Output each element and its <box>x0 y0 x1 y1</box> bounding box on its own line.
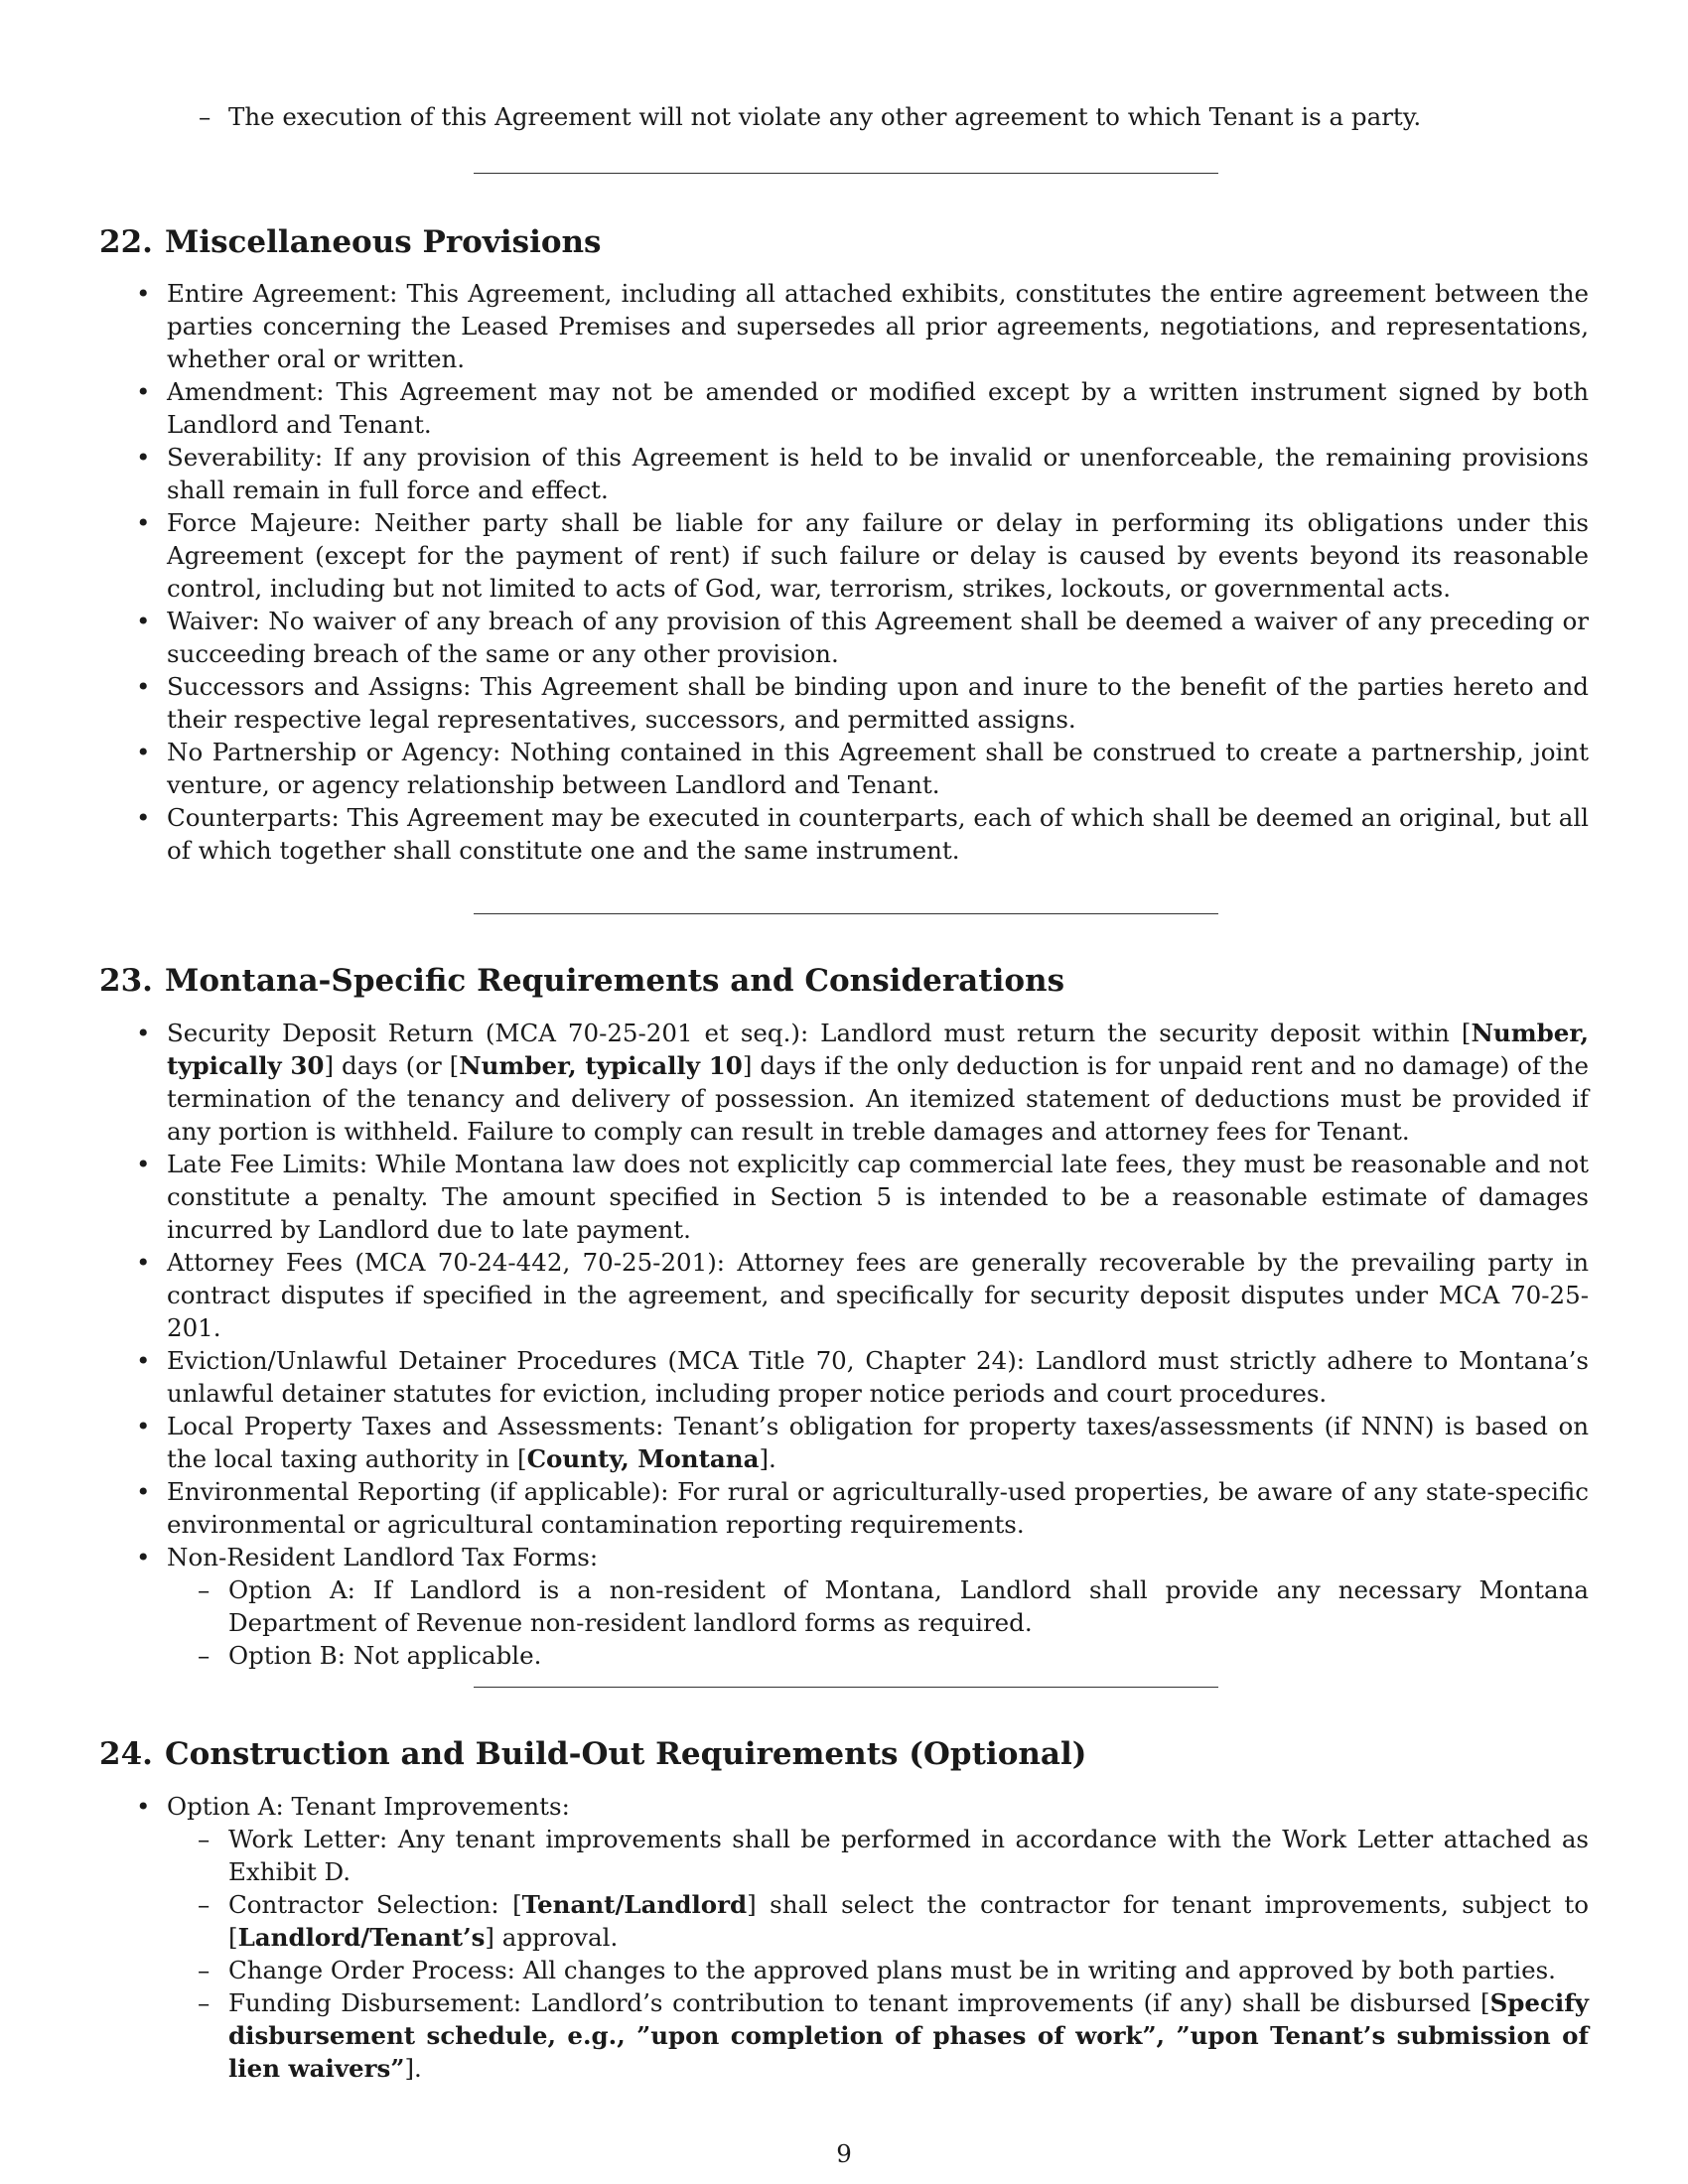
section-22-number: 22. <box>99 224 153 260</box>
bullet-marker: • <box>136 803 151 832</box>
section-23-heading <box>99 961 1064 1001</box>
list-item <box>99 375 1589 441</box>
bullet-marker: • <box>136 443 151 472</box>
deposit-text-c: ] days (or [ <box>324 1051 460 1080</box>
bullet-marker: • <box>136 1792 151 1821</box>
section-23-title: Montana-Specific Requirements and Considerations <box>165 963 1065 999</box>
list-item <box>99 1246 1589 1344</box>
section-24-list <box>99 1790 1589 2085</box>
list-item <box>99 605 1589 670</box>
page-number: 9 <box>836 2139 852 2168</box>
sub-list-item-text: Option B: Not applicable. <box>228 1641 542 1670</box>
bullet-marker: • <box>136 377 151 406</box>
list-item <box>99 1344 1589 1410</box>
bullet-marker: • <box>136 738 151 766</box>
bullet-marker: • <box>136 607 151 635</box>
dash-marker: – <box>198 1641 211 1670</box>
bullet-marker: • <box>136 1248 151 1277</box>
dash-marker: – <box>198 1825 211 1853</box>
section-23-number: 23. <box>99 963 153 999</box>
bullet-marker: • <box>136 1150 151 1178</box>
sub-list-item <box>167 1986 1589 2085</box>
list-item-text: Eviction/Unlawful Detainer Procedures (MCA Title 70, Chapter 24): Landlord must strictly adhere to Montana’s unlawful detainer statutes for eviction, including proper notice periods and court procedures. <box>167 1346 1589 1408</box>
intro-sub-item-text: The execution of this Agreement will not violate any other agreement to which Tenant is a party. <box>228 102 1422 131</box>
dash-marker: – <box>198 1890 211 1919</box>
section-24-heading <box>99 1734 1086 1774</box>
sub-list-item-text: Option A: If Landlord is a non-resident of Montana, Landlord shall provide any necessary Montana Department of Revenue non-resident landlord forms as required. <box>228 1575 1589 1637</box>
bullet-marker: • <box>136 1346 151 1375</box>
deposit-text-a: Security Deposit Return (MCA 70-25-201 et seq.): Landlord must return the security deposit within [ <box>167 1019 1472 1047</box>
contractor-placeholder-selector: Tenant/Landlord <box>521 1890 748 1919</box>
bullet-marker: • <box>136 508 151 537</box>
list-item <box>99 1790 1589 2085</box>
sub-list-item <box>167 1888 1589 1954</box>
list-item <box>99 1148 1589 1246</box>
funding-text-c: ]. <box>404 2054 422 2083</box>
sub-list-item-text: Work Letter: Any tenant improvements shall be performed in accordance with the Work Letter attached as Exhibit D. <box>228 1825 1589 1886</box>
list-item <box>99 801 1589 867</box>
list-item-text: Attorney Fees (MCA 70-24-442, 70-25-201): Attorney fees are generally recoverable by the prevailing party in contract disputes if specified in the agreement, and specifically for security deposit disputes under MCA 70-25-201. <box>167 1248 1589 1342</box>
disbursement-placeholder: Specify disbursement schedule, e.g., ”upon completion of phases of work”, ”upon Tenant’s submission of lien waivers” <box>228 1988 1589 2083</box>
list-item-text: Force Majeure: Neither party shall be liable for any failure or delay in performing its obligations under this Agreement (except for the payment of rent) if such failure or delay is caused by events beyond its reasonable control, including but not limited to acts of God, war, terrorism, strikes, lockouts, or governmental acts. <box>167 508 1589 603</box>
bullet-marker: • <box>136 1477 151 1506</box>
dash-marker: – <box>198 1575 211 1604</box>
list-item <box>99 441 1589 506</box>
bullet-marker: • <box>136 279 151 308</box>
list-item <box>99 1410 1589 1475</box>
county-placeholder: County, Montana <box>526 1444 760 1473</box>
funding-text-a: Funding Disbursement: Landlord’s contribution to tenant improvements (if any) shall be disbursed [ <box>228 1988 1490 2017</box>
list-item <box>99 1475 1589 1541</box>
list-item-text: Counterparts: This Agreement may be executed in counterparts, each of which shall be deemed an original, but all of which together shall constitute one and the same instrument. <box>167 803 1589 865</box>
contractor-text-c: ] shall select the contractor for tenant improvements, subject to [ <box>228 1890 1589 1952</box>
list-item-text: Severability: If any provision of this Agreement is held to be invalid or unenforceable, the remaining provisions shall remain in full force and effect. <box>167 443 1589 504</box>
list-item-text: Successors and Assigns: This Agreement shall be binding upon and inure to the benefit of the parties hereto and their respective legal representatives, successors, and permitted assigns. <box>167 672 1589 734</box>
section-divider <box>474 1687 1218 1688</box>
section-24-title: Construction and Build-Out Requirements (Optional) <box>165 1736 1087 1772</box>
section-23-list <box>99 1017 1589 1672</box>
list-item-text: Environmental Reporting (if applicable): For rural or agriculturally-used properties, be aware of any state-specific environmental or agricultural contamination reporting requirements. <box>167 1477 1589 1539</box>
list-item <box>99 277 1589 375</box>
section-22-list <box>99 277 1589 867</box>
section-divider <box>474 913 1218 914</box>
dash-marker: – <box>199 102 211 131</box>
taxes-text-a: Local Property Taxes and Assessments: Tenant’s obligation for property taxes/assessments (if NNN) is based on the local taxing authority in [ <box>167 1412 1589 1473</box>
sub-list-item-text: Change Order Process: All changes to the approved plans must be in writing and approved by both parties. <box>228 1956 1556 1984</box>
taxes-text-c: ]. <box>759 1444 776 1473</box>
list-item <box>99 670 1589 736</box>
nonresident-options <box>167 1573 1589 1672</box>
contractor-placeholder-approver: Landlord/Tenant’s <box>237 1923 486 1952</box>
list-item-text: Waiver: No waiver of any breach of any provision of this Agreement shall be deemed a waiver of any preceding or succeeding breach of the same or any other provision. <box>167 607 1589 668</box>
list-item <box>99 1017 1589 1148</box>
contractor-text-d: ] approval. <box>485 1923 619 1952</box>
section-22-title: Miscellaneous Provisions <box>165 224 602 260</box>
section-24-number: 24. <box>99 1736 153 1772</box>
deposit-placeholder-rent-days: Number, typically 10 <box>459 1051 743 1080</box>
list-item <box>99 736 1589 801</box>
option-a-subitems <box>167 1823 1589 2085</box>
bullet-marker: • <box>136 672 151 701</box>
list-item-text: Entire Agreement: This Agreement, including all attached exhibits, constitutes the entire agreement between the parties concerning the Leased Premises and supersedes all prior agreements, negotiations, and representations, whether oral or written. <box>167 279 1589 373</box>
sub-list-item <box>167 1954 1589 1986</box>
option-a-label: Option A: Tenant Improvements: <box>167 1792 570 1821</box>
dash-marker: – <box>198 1988 211 2017</box>
deposit-placeholder-days: Number, typically 30 <box>167 1019 1589 1080</box>
section-divider <box>474 173 1218 174</box>
dash-marker: – <box>198 1956 211 1984</box>
sub-list-item <box>167 1823 1589 1888</box>
contractor-text-a: Contractor Selection: [ <box>228 1890 522 1919</box>
list-item <box>99 1541 1589 1672</box>
bullet-marker: • <box>136 1543 151 1571</box>
list-item-text: No Partnership or Agency: Nothing contained in this Agreement shall be construed to create a partnership, joint venture, or agency relationship between Landlord and Tenant. <box>167 738 1589 799</box>
list-item-text: Amendment: This Agreement may not be amended or modified except by a written instrument signed by both Landlord and Tenant. <box>167 377 1589 439</box>
nonresident-label: Non-Resident Landlord Tax Forms: <box>167 1543 599 1571</box>
sub-list-item <box>167 1573 1589 1639</box>
bullet-marker: • <box>136 1412 151 1440</box>
list-item <box>99 506 1589 605</box>
sub-list-item <box>167 1639 1589 1672</box>
bullet-marker: • <box>136 1019 151 1047</box>
list-item-text: Late Fee Limits: While Montana law does not explicitly cap commercial late fees, they must be reasonable and not constitute a penalty. The amount specified in Section 5 is intended to be a reasonable estimate of damages incurred by Landlord due to late payment. <box>167 1150 1589 1244</box>
deposit-text-d: ] days if the only deduction is for unpaid rent and no damage) of the termination of the tenancy and delivery of possession. An itemized statement of deductions must be provided if any portion is withheld. Failure to comply can result in treble damages and attorney fees for Tenant. <box>167 1051 1589 1146</box>
section-22-heading <box>99 222 602 262</box>
